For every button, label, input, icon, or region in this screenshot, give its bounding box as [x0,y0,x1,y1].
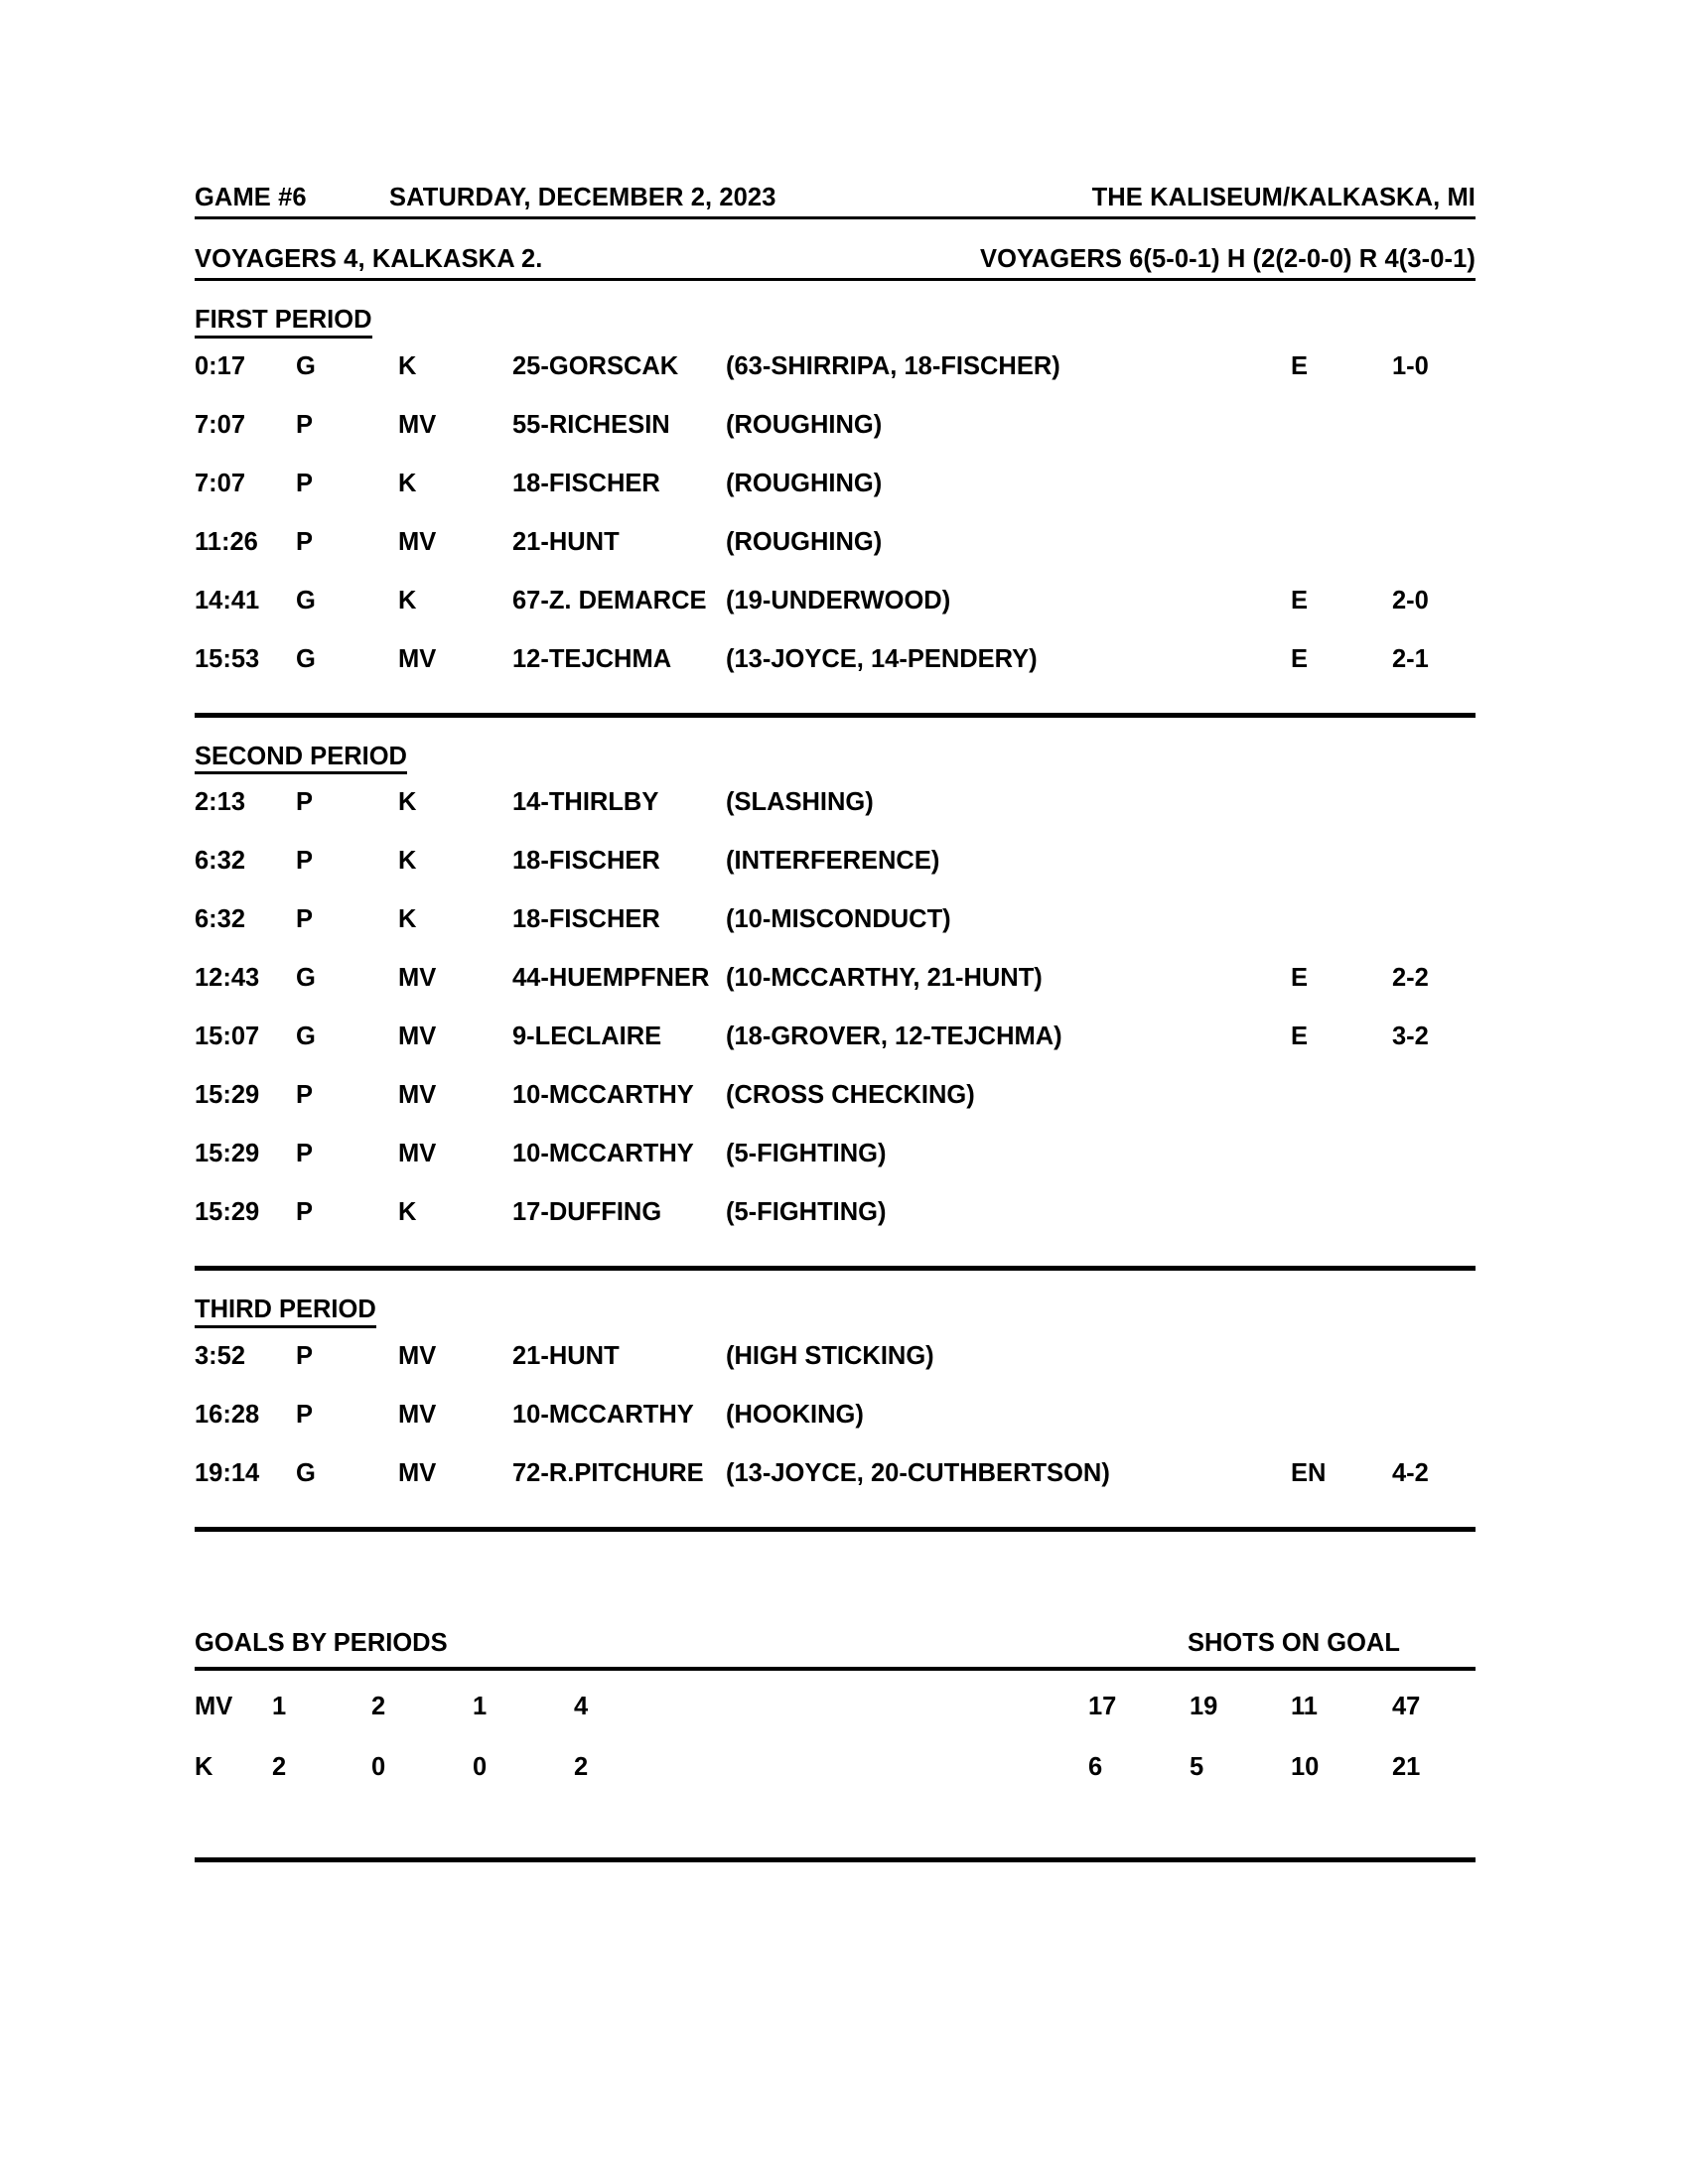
event-player: 18-FISCHER [512,905,660,933]
event-time: 7:07 [195,410,246,439]
event-type: P [296,847,314,875]
event-player: 10-MCCARTHY [512,1400,694,1429]
event-type: P [296,788,314,816]
event-score: 3-2 [1392,1023,1429,1050]
event-time: 15:29 [195,1081,260,1109]
header-line-score-record [195,240,1476,281]
event-detail: (INTERFERENCE) [726,847,940,875]
event-score: 2-1 [1392,644,1429,673]
event-strength: E [1291,351,1309,380]
event-row [195,586,1476,647]
event-player: 10-MCCARTHY [512,1140,694,1167]
event-team: MV [398,1081,437,1109]
event-player: 25-GORSCAK [512,351,679,380]
event-detail: (10-MISCONDUCT) [726,905,951,933]
event-type: G [296,351,316,380]
event-team: MV [398,644,437,673]
event-row [195,1083,1476,1142]
event-detail: (13-JOYCE, 20-CUTHBERTSON) [726,1458,1110,1487]
period-heading-first [195,308,1476,339]
event-score: 2-2 [1392,964,1429,992]
summary-section [195,1628,1476,1862]
event-time: 16:28 [195,1400,260,1429]
event-detail: (CROSS CHECKING) [726,1081,975,1109]
event-time: 6:32 [195,847,246,875]
summary-headers [195,1628,1476,1671]
shots-period-1: 6 [1088,1752,1103,1781]
event-score: 2-0 [1392,586,1429,614]
period-heading-second [195,742,1476,775]
event-time: 11:26 [195,527,258,556]
event-player: 10-MCCARTHY [512,1081,694,1109]
event-type: P [296,1341,314,1370]
bottom-rule [195,1857,1476,1862]
event-row [195,1458,1476,1520]
event-row [195,410,1476,472]
event-row [195,1400,1476,1461]
event-time: 15:29 [195,1198,260,1226]
event-team: K [398,586,417,614]
period-divider [195,1266,1476,1271]
shots-period-2: 5 [1190,1752,1204,1781]
event-team: K [398,788,417,816]
event-detail: (ROUGHING) [726,410,883,439]
event-detail: (ROUGHING) [726,527,883,556]
event-detail: (19-UNDERWOOD) [726,586,951,614]
team-record: VOYAGERS 6(5-0-1) H (2(2-0-0) R 4(3-0-1) [979,245,1476,273]
event-time: 3:52 [195,1341,246,1370]
game-summary-sheet [195,179,1476,1862]
event-team: K [398,847,417,875]
event-time: 12:43 [195,964,260,992]
period-events-second [195,790,1476,1259]
event-player: 55-RICHESIN [512,410,670,439]
event-team: MV [398,1400,437,1429]
event-detail: (HOOKING) [726,1400,864,1429]
event-type: G [296,1023,316,1050]
period-label: FIRST PERIOD [195,308,372,339]
event-row [195,849,1476,907]
event-team: K [398,1198,417,1226]
event-time: 15:53 [195,644,260,673]
summary-row [195,1752,1476,1816]
goals-period-2: 2 [371,1692,386,1720]
summary-team: K [195,1752,213,1781]
event-team: K [398,905,417,933]
event-detail: (ROUGHING) [726,469,883,497]
event-detail: (13-JOYCE, 14-PENDERY) [726,644,1038,673]
event-row [195,1142,1476,1200]
goals-total: 4 [574,1692,589,1720]
final-score: VOYAGERS 4, KALKASKA 2. [195,245,543,273]
event-team: MV [398,1458,437,1487]
event-type: P [296,1140,314,1167]
period-label: SECOND PERIOD [195,745,407,775]
event-time: 15:07 [195,1023,260,1050]
event-type: G [296,644,316,673]
event-row [195,907,1476,966]
event-player: 17-DUFFING [512,1198,662,1226]
game-date: SATURDAY, DECEMBER 2, 2023 [389,184,776,211]
summary-row [195,1692,1476,1755]
event-team: K [398,351,417,380]
goals-period-1: 2 [272,1752,287,1781]
period-events-third [195,1341,1476,1520]
event-strength: E [1291,1023,1309,1050]
event-score: 1-0 [1392,351,1429,380]
event-player: 44-HUEMPFNER [512,964,710,992]
event-time: 2:13 [195,788,246,816]
event-player: 72-R.PITCHURE [512,1458,704,1487]
shots-total: 47 [1392,1692,1421,1720]
event-detail: (10-MCCARTHY, 21-HUNT) [726,964,1043,992]
event-detail: (63-SHIRRIPA, 18-FISCHER) [726,351,1060,380]
shots-period-3: 10 [1291,1752,1320,1781]
event-time: 7:07 [195,469,246,497]
header-line-game-info [195,179,1476,219]
event-detail: (5-FIGHTING) [726,1140,887,1167]
goals-total: 2 [574,1752,589,1781]
event-strength: E [1291,586,1309,614]
event-team: MV [398,527,437,556]
shots-total: 21 [1392,1752,1421,1781]
goals-period-1: 1 [272,1692,287,1720]
event-row [195,790,1476,849]
event-type: P [296,1400,314,1429]
event-player: 67-Z. DEMARCE [512,586,707,614]
event-strength: EN [1291,1458,1327,1487]
event-team: MV [398,1140,437,1167]
event-row [195,351,1476,413]
event-player: 18-FISCHER [512,469,660,497]
event-time: 6:32 [195,905,246,933]
period-divider [195,1527,1476,1532]
event-team: MV [398,964,437,992]
summary-team: MV [195,1692,233,1720]
shots-period-3: 11 [1291,1692,1318,1720]
shots-period-1: 17 [1088,1692,1117,1720]
event-team: MV [398,1023,437,1050]
event-score: 4-2 [1392,1458,1429,1487]
event-row [195,1341,1476,1403]
event-player: 12-TEJCHMA [512,644,672,673]
event-row [195,1200,1476,1259]
game-venue: THE KALISEUM/KALKASKA, MI [1091,184,1476,211]
event-time: 0:17 [195,351,246,380]
event-detail: (18-GROVER, 12-TEJCHMA) [726,1023,1062,1050]
period-label: THIRD PERIOD [195,1297,376,1328]
event-type: P [296,905,314,933]
goals-period-3: 1 [473,1692,488,1720]
event-type: P [296,469,314,497]
event-row [195,966,1476,1024]
event-strength: E [1291,644,1309,673]
event-type: G [296,586,316,614]
event-time: 19:14 [195,1458,260,1487]
event-strength: E [1291,964,1309,992]
event-type: G [296,1458,316,1487]
header-left-group [195,184,775,212]
event-type: P [296,1198,314,1226]
game-number: GAME #6 [195,184,307,211]
event-type: P [296,1081,314,1109]
event-detail: (5-FIGHTING) [726,1198,887,1226]
goals-period-3: 0 [473,1752,488,1781]
shots-on-goal-header: SHOTS ON GOAL [1188,1628,1400,1657]
event-team: MV [398,1341,437,1370]
event-player: 9-LECLAIRE [512,1023,662,1050]
event-team: K [398,469,417,497]
period-events-first [195,351,1476,706]
event-time: 15:29 [195,1140,260,1167]
event-type: G [296,964,316,992]
period-divider [195,713,1476,718]
event-player: 21-HUNT [512,1341,620,1370]
event-row [195,469,1476,530]
event-row [195,644,1476,706]
event-time: 14:41 [195,586,260,614]
period-heading-third [195,1297,1476,1328]
event-type: P [296,527,314,556]
event-player: 18-FISCHER [512,847,660,875]
event-row [195,1024,1476,1083]
event-detail: (SLASHING) [726,788,874,816]
event-player: 14-THIRLBY [512,788,659,816]
header-spacer [195,219,1476,240]
event-detail: (HIGH STICKING) [726,1341,934,1370]
goals-period-2: 0 [371,1752,386,1781]
event-row [195,527,1476,589]
event-player: 21-HUNT [512,527,620,556]
shots-period-2: 19 [1190,1692,1218,1720]
event-team: MV [398,410,437,439]
event-type: P [296,410,314,439]
goals-by-periods-header: GOALS BY PERIODS [195,1628,448,1657]
